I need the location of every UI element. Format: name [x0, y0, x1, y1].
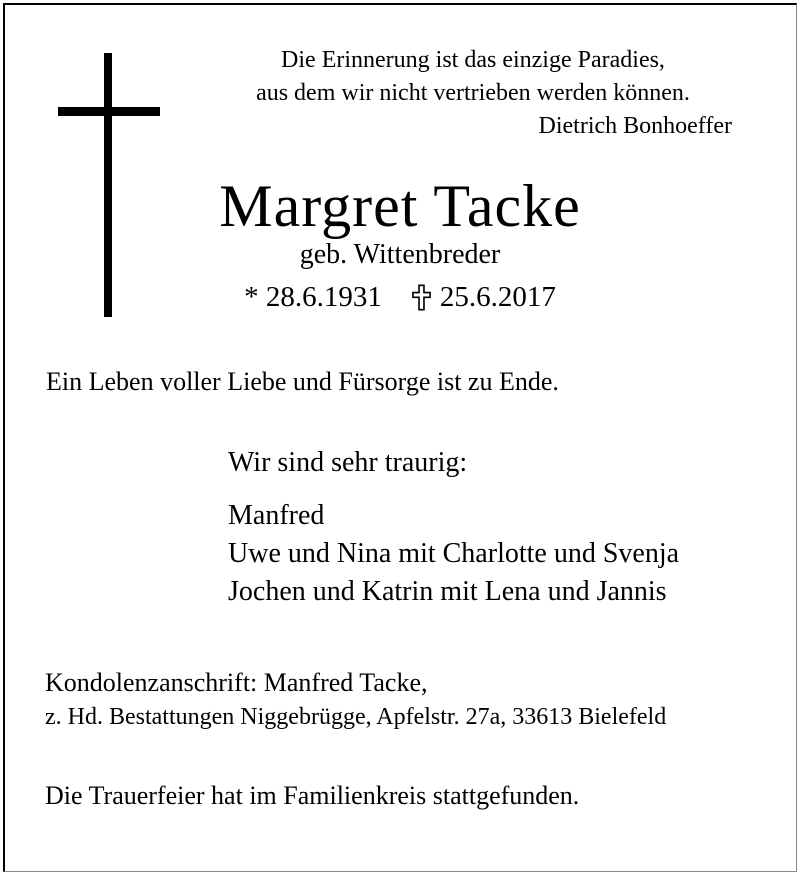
condolence-address-line-1: Kondolenzanschrift: Manfred Tacke,	[45, 668, 428, 697]
mourning-lead: Wir sind sehr traurig:	[228, 447, 468, 478]
condolence-block	[45, 666, 666, 734]
birth-date: * 28.6.1931	[244, 281, 382, 313]
funeral-note: Die Trauerfeier hat im Familienkreis stattgefunden.	[45, 781, 580, 810]
quote-attribution: Dietrich Bonhoeffer	[538, 113, 732, 139]
maiden-name: geb. Wittenbreder	[299, 239, 501, 270]
life-dates	[0, 280, 800, 314]
mourning-block	[228, 444, 679, 611]
mourner-line: Manfred	[228, 500, 325, 531]
quote-line-1: Die Erinnerung ist das einzige Paradies,	[281, 47, 665, 73]
memorial-cross-horizontal-bar	[58, 107, 160, 116]
memorial-quote	[210, 44, 736, 143]
death-date: 25.6.2017	[439, 281, 556, 313]
deceased-name: Margret Tacke	[219, 173, 581, 239]
intro-sentence: Ein Leben voller Liebe und Fürsorge ist zu Ende.	[46, 367, 559, 396]
death-cross-icon	[412, 284, 431, 311]
death-date-group	[412, 280, 556, 314]
quote-line-2: aus dem wir nicht vertrieben werden können.	[256, 80, 690, 106]
mourner-line: Jochen und Katrin mit Lena und Jannis	[228, 576, 667, 607]
mourner-line: Uwe und Nina mit Charlotte und Svenja	[228, 538, 680, 569]
deceased-block	[0, 173, 800, 314]
condolence-address-line-2: z. Hd. Bestattungen Niggebrügge, Apfelstr. 27a, 33613 Bielefeld	[45, 704, 667, 730]
